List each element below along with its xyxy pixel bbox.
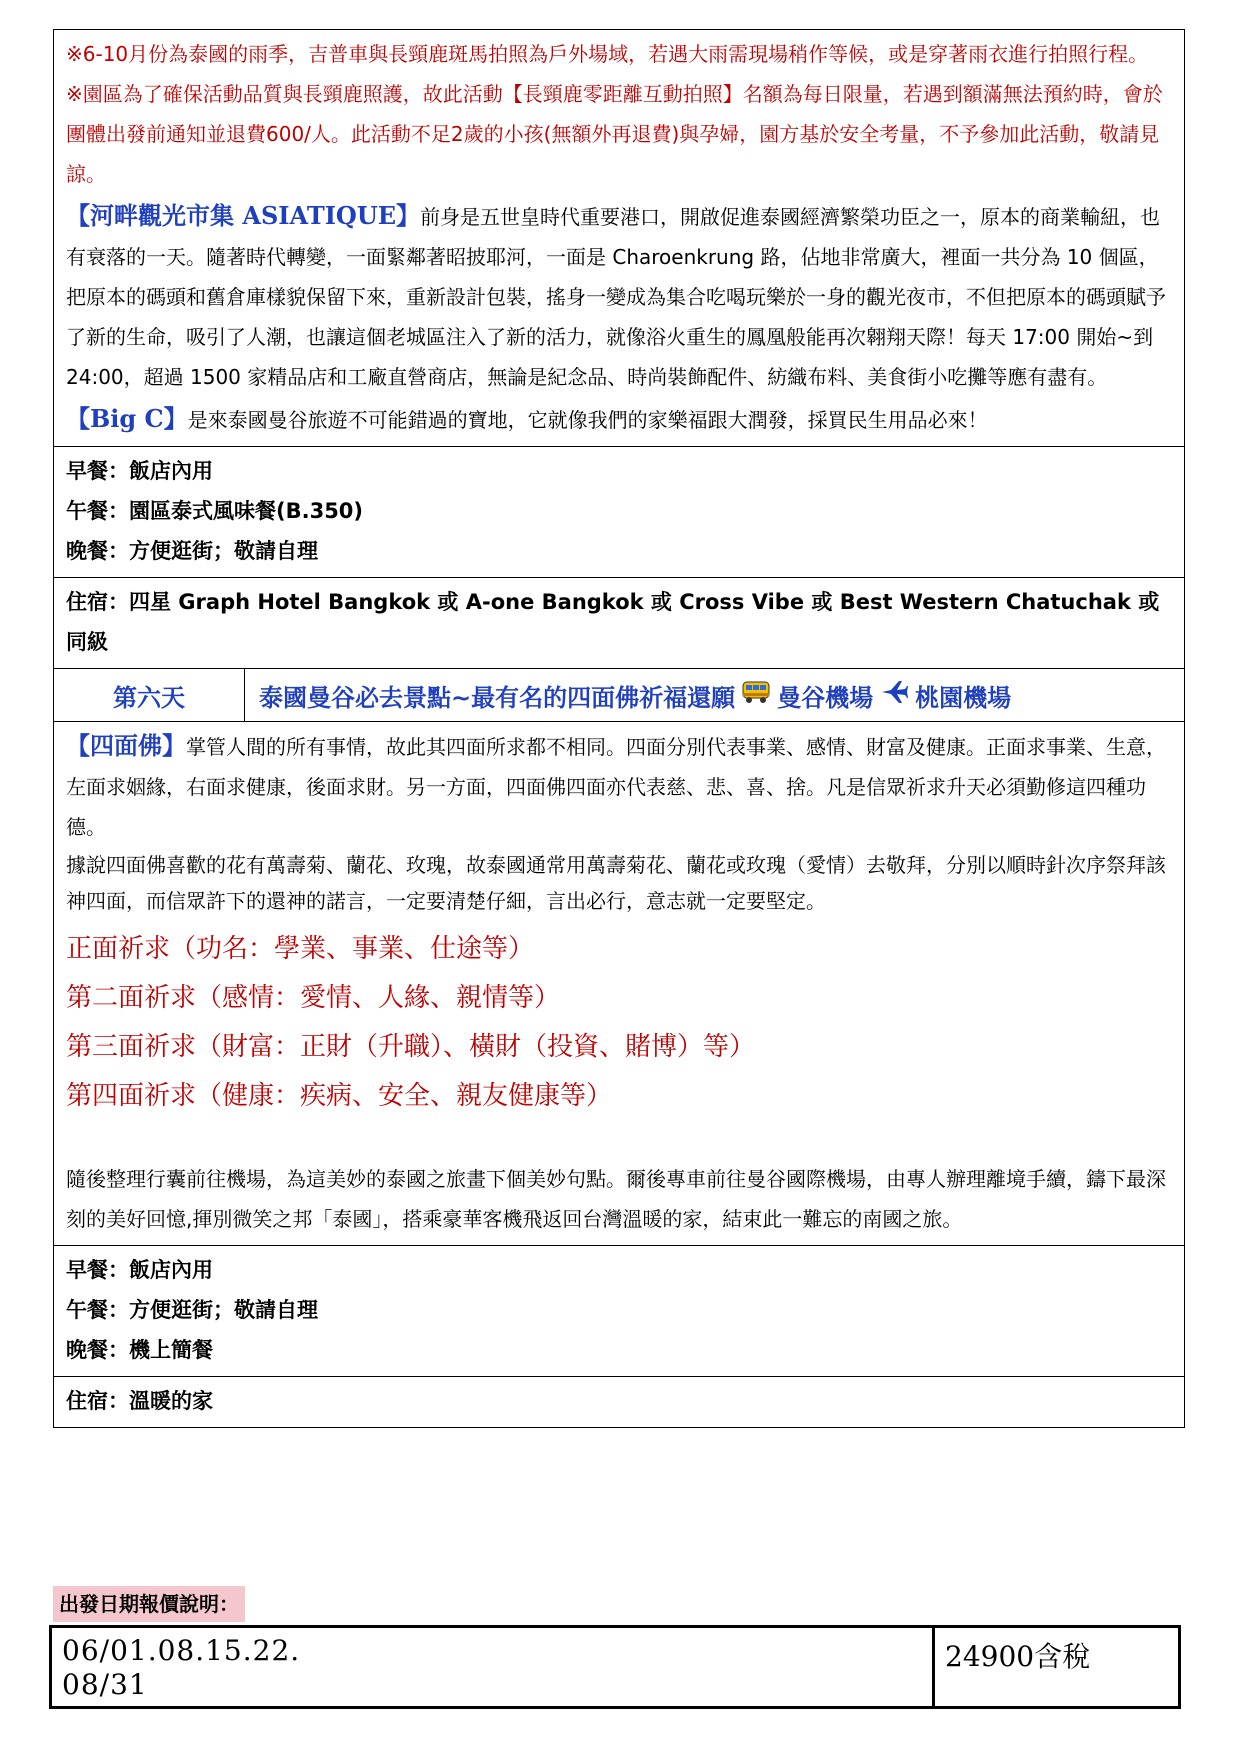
erawan-title: 【四面佛】 [66, 732, 186, 760]
erawan-text1: 掌管人間的所有事情，故此其四面所求都不相同。四面分別代表事業、感情、財富及健康。正面求事業、生意，左面求姻緣，右面求健康，後面求財。另一方面，四面佛四面亦代表慈、悲、喜、捨。凡是信眾祈求升天必須勤修這四種功德。 [66, 735, 1166, 839]
day5-meals [54, 447, 1184, 578]
erawan-text2: 據說四面佛喜歡的花有萬壽菊、蘭花、玫瑰，故泰國通常用萬壽菊花、蘭花或玫瑰（愛情）去敬拜，分別以順時針次序祭拜該神四面，而信眾許下的還神的諾言，一定要清楚仔細，言出必行，意志就一定要堅定。 [66, 853, 1166, 913]
airplane-icon [879, 678, 909, 712]
day6-meals [54, 1246, 1184, 1377]
asiatique-text: 前身是五世皇時代重要港口，開啟促進泰國經濟繁榮功臣之一，原本的商業輸紐，也有衰落的一天。隨著時代轉變，一面緊鄰著昭披耶河，一面是 Charoenkrung 路，佔地非常廣大，裡面一共分為 10 個區，把原本的碼頭和舊倉庫樣貌保留下來，重新設計包裝，搖身一變成為集合吃喝玩樂於一身的觀光夜市，不但把原本的碼頭賦予了新的生命，吸引了人潮，也讓這個老城區注入了新的活力，就像浴火重生的鳳凰般能再次翱翔天際！每天 17:00 開始~到 24:00，超過 1500 家精品店和工廠直營商店，無論是紀念品、時尚裝飾配件、紡織布料、美食街小吃攤等應有盡有。 [66, 205, 1166, 389]
day6-label: 第六天 [54, 669, 245, 721]
bigc-title: 【Big C】 [66, 404, 188, 433]
dates-line1: 06/01.08.15.22. [62, 1634, 301, 1667]
wish-third: 第三面祈求（財富：正財（升職）、橫財（投資、賭博）等） [66, 1032, 756, 1062]
price-amount: 24900含稅 [945, 1640, 1091, 1673]
day6-header-row [54, 669, 1184, 722]
dates-line2: 08/31 [62, 1668, 148, 1701]
closing-paragraph: 隨後整理行囊前往機場，為這美妙的泰國之旅畫下個美妙句點。爾後專車前往曼谷國際機場，由專人辦理離境手續，鑄下最深刻的美好回憶,揮別微笑之邦「泰國」，搭乘豪華客機飛返回台灣溫暖的家，結束此一難忘的南國之旅。 [66, 1167, 1166, 1231]
bigc-text: 是來泰國曼谷旅遊不可能錯過的寶地，它就像我們的家樂福跟大潤發，採買民生用品必來！ [187, 408, 988, 432]
day6-title-part1: 泰國曼谷必去景點~最有名的四面佛祈福還願 [259, 683, 736, 712]
giraffe-note: ※園區為了確保活動品質與長頸鹿照護，故此活動【長頸鹿零距離互動拍照】名額為每日限量，若遇到額滿無法預約時，會於團體出發前通知並退費600/人。此活動不足2歲的小孩(無額外再退費)與孕婦，園方基於安全考量，不予參加此活動，敬請見諒。 [66, 82, 1163, 186]
day5-dinner: 晚餐：方便逛街；敬請自理 [66, 539, 318, 563]
day6-content [54, 722, 1184, 1246]
day6-breakfast: 早餐：飯店內用 [66, 1258, 213, 1282]
wish-front: 正面祈求（功名：學業、事業、仕途等） [66, 934, 535, 964]
day6-hotel: 住宿：溫暖的家 [66, 1389, 213, 1413]
day6-hotel-block [54, 1377, 1184, 1427]
rainy-season-note: ※6-10月份為泰國的雨季，吉普車與長頸鹿斑馬拍照為戶外場域，若遇大雨需現場稍作等候，或是穿著雨衣進行拍照行程。 [66, 42, 1149, 66]
departure-dates [52, 1628, 935, 1706]
day6-title-part2: 曼谷機場 [777, 683, 874, 712]
notes-block [54, 30, 1184, 447]
asiatique-paragraph [66, 196, 1172, 397]
day5-breakfast: 早餐：飯店內用 [66, 459, 213, 483]
itinerary-table [53, 29, 1185, 1428]
wish-second: 第二面祈求（感情：愛情、人緣、親情等） [66, 983, 561, 1013]
asiatique-title: 【河畔觀光市集 ASIATIQUE】 [66, 201, 421, 230]
day6-dinner: 晚餐：機上簡餐 [66, 1338, 213, 1362]
wish-fourth: 第四面祈求（健康：疾病、安全、親友健康等） [66, 1081, 613, 1111]
day5-hotel: 住宿：四星 Graph Hotel Bangkok 或 A-one Bangkok 或 Cross Vibe 或 Best Western Chatuchak 或同級 [66, 590, 1160, 654]
bus-icon [741, 679, 771, 711]
day6-title [245, 669, 1184, 721]
price-table [49, 1625, 1181, 1709]
day6-title-part3: 桃園機場 [915, 683, 1012, 712]
erawan-paragraph [66, 726, 1172, 847]
day5-hotel-block [54, 578, 1184, 669]
bigc-paragraph [66, 399, 1172, 440]
day6-lunch: 午餐：方便逛街；敬請自理 [66, 1298, 318, 1322]
day5-lunch: 午餐：園區泰式風味餐(B.350) [66, 499, 364, 523]
price-section-title: 出發日期報價說明： [53, 1586, 245, 1622]
